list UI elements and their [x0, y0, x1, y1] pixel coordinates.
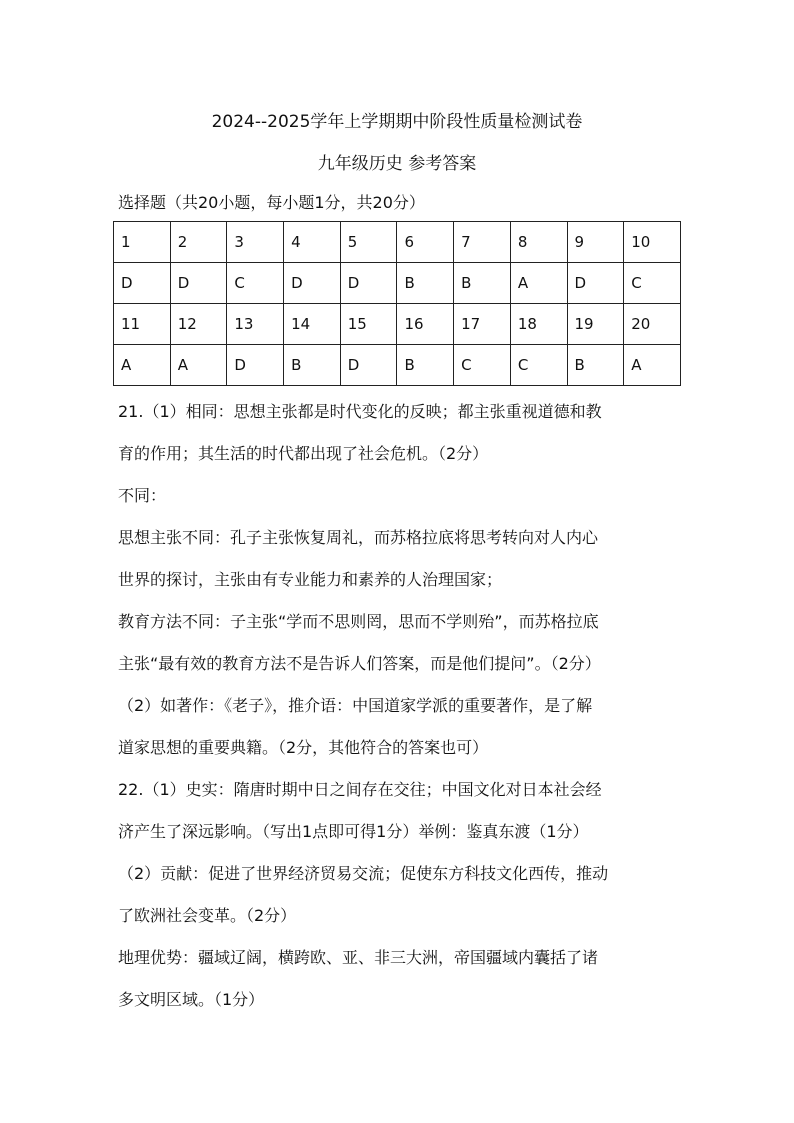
answer-text-line: 思想主张不同：孔子主张恢复周礼，而苏格拉底将思考转向对人内心 — [118, 528, 599, 547]
question-number-cell: 12 — [170, 304, 227, 345]
question-number-cell: 17 — [454, 304, 511, 345]
question-number-row — [114, 304, 681, 345]
question-number-cell: 10 — [624, 222, 681, 263]
question-number-cell: 11 — [114, 304, 171, 345]
question-number-cell: 1 — [114, 222, 171, 263]
answer-cell: A — [624, 345, 681, 386]
answer-cell: B — [454, 263, 511, 304]
answer-cell: A — [114, 345, 171, 386]
answer-text-line: （2）如著作：《老子》，推介语：中国道家学派的重要著作，是了解 — [118, 696, 593, 715]
question-number-cell: 16 — [397, 304, 454, 345]
answer-cell: B — [397, 345, 454, 386]
document-title: 2024--2025学年上学期期中阶段性质量检测试卷 — [211, 112, 583, 132]
question-number-cell: 20 — [624, 304, 681, 345]
answer-text-line: 道家思想的重要典籍。（2分，其他符合的答案也可） — [118, 738, 489, 757]
answer-row — [114, 345, 681, 386]
question-number-cell: 6 — [397, 222, 454, 263]
answer-cell: D — [567, 263, 624, 304]
answer-text-line: 不同： — [118, 486, 167, 505]
answer-text-line: 多文明区域。（1分） — [118, 990, 265, 1009]
question-number-cell: 13 — [227, 304, 284, 345]
answer-cell: B — [284, 345, 341, 386]
answer-text-line: 教育方法不同：子主张“学而不思则罔，思而不学则殆”，而苏格拉底 — [118, 612, 599, 631]
answer-table — [113, 221, 681, 386]
question-number-cell: 19 — [567, 304, 624, 345]
question-number-cell: 8 — [510, 222, 567, 263]
question-number-cell: 7 — [454, 222, 511, 263]
answer-text-line: 世界的探讨，主张由有专业能力和素养的人治理国家； — [118, 570, 503, 589]
answer-text-line: 济产生了深远影响。（写出1点即可得1分）举例：鉴真东渡（1分） — [118, 822, 589, 841]
question-number-cell: 2 — [170, 222, 227, 263]
answer-text-line: 22.（1）史实：隋唐时期中日之间存在交往；中国文化对日本社会经 — [118, 780, 602, 799]
answer-cell: C — [454, 345, 511, 386]
answer-cell: B — [567, 345, 624, 386]
question-number-cell: 9 — [567, 222, 624, 263]
answer-cell: A — [170, 345, 227, 386]
answer-text-line: 21.（1）相同：思想主张都是时代变化的反映；都主张重视道德和教 — [118, 402, 602, 421]
answer-text-line: 了欧洲社会变革。（2分） — [118, 906, 297, 925]
document-subtitle: 九年级历史 参考答案 — [317, 154, 477, 174]
answer-cell: A — [510, 263, 567, 304]
answer-cell: C — [227, 263, 284, 304]
question-number-cell: 3 — [227, 222, 284, 263]
answer-cell: D — [340, 263, 397, 304]
answer-text-line: 育的作用；其生活的时代都出现了社会危机。（2分） — [118, 444, 489, 463]
section-heading: 选择题（共20小题，每小题1分，共20分） — [118, 193, 425, 212]
answer-text-line: （2）贡献：促进了世界经济贸易交流；促使东方科技文化西传，推动 — [118, 864, 609, 883]
answer-cell: C — [510, 345, 567, 386]
answer-cell: D — [170, 263, 227, 304]
question-number-cell: 4 — [284, 222, 341, 263]
answer-cell: D — [340, 345, 397, 386]
answer-cell: C — [624, 263, 681, 304]
answer-text-line: 主张“最有效的教育方法不是告诉人们答案，而是他们提问”。（2分） — [118, 654, 601, 673]
answer-cell: D — [114, 263, 171, 304]
question-number-row — [114, 222, 681, 263]
question-number-cell: 18 — [510, 304, 567, 345]
answer-cell: D — [227, 345, 284, 386]
question-number-cell: 15 — [340, 304, 397, 345]
answer-cell: D — [284, 263, 341, 304]
answer-row — [114, 263, 681, 304]
question-number-cell: 14 — [284, 304, 341, 345]
answer-text-line: 地理优势：疆域辽阔，横跨欧、亚、非三大洲，帝国疆域内囊括了诸 — [118, 948, 599, 967]
answer-cell: B — [397, 263, 454, 304]
question-number-cell: 5 — [340, 222, 397, 263]
